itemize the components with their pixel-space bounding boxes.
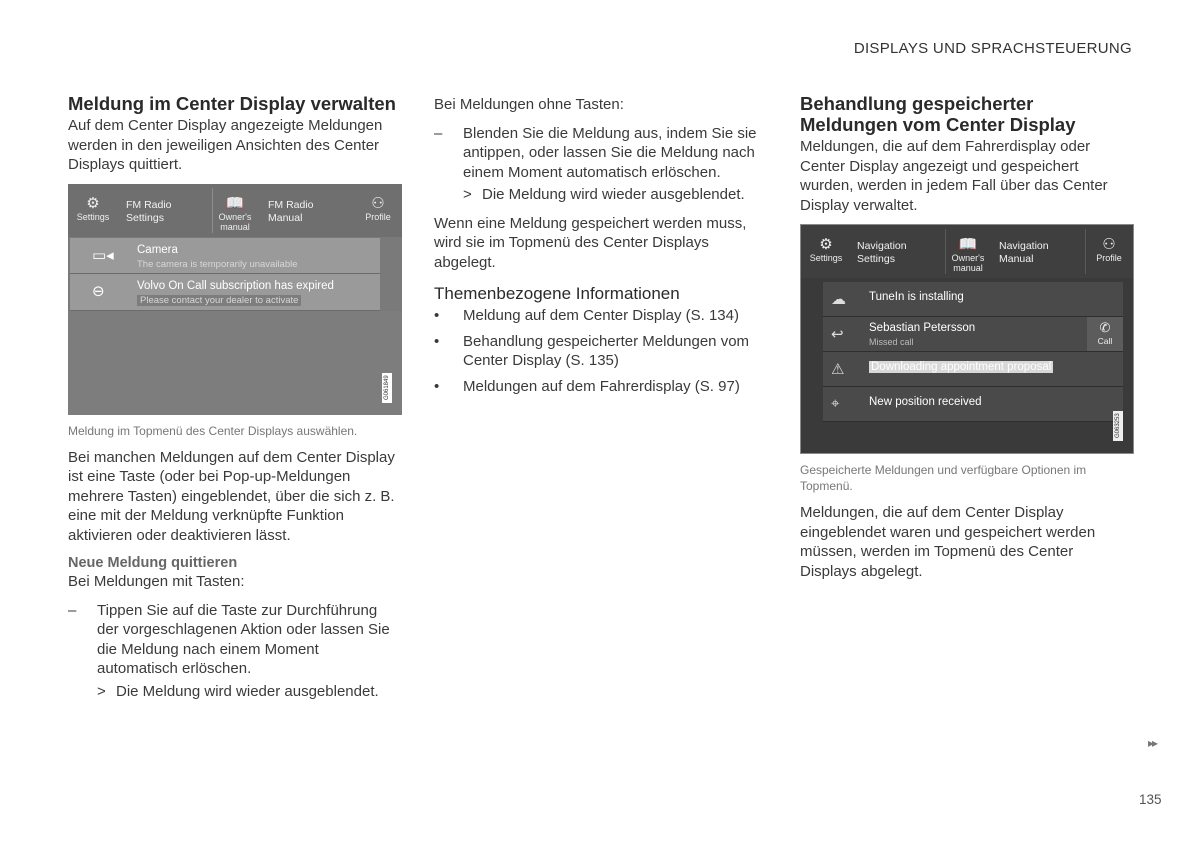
tile-line: Manual [268,211,303,224]
missed-call-icon: ↩ [831,326,844,343]
body-paragraph: Bei manchen Meldungen auf dem Center Display ist eine Taste (oder bei Pop-up-Meldungen mehrere Tasten) eingeblendet, über die sich z. B. eine mit der Meldung verknüpfte Funktion aktivieren oder deaktivieren lässt. [68,448,395,544]
message-subtitle: Missed call [869,337,914,347]
settings-tile [807,237,845,263]
person-icon: ⚇ [1102,236,1116,253]
gear-icon: ⚙ [819,236,833,253]
person-icon: ⚇ [371,194,385,212]
screen-background [68,311,402,415]
tile-line: FM Radio [126,198,172,211]
dash-item [68,601,402,679]
center-display-screenshot [68,184,402,415]
column-right [800,93,1134,590]
related-link-text: Meldungen auf dem Fahrerdisplay (S. 97) [463,377,740,395]
message-title: Downloading appointment proposal [871,361,1052,373]
section-title-stored: Behandlung gespeicherter Meldungen vom Center Display [800,93,1076,135]
with-buttons-text: Bei Meldungen mit Tasten: [68,573,245,590]
figure-caption: Gespeicherte Meldungen und verfügbare Optionen im Topmenü. [800,463,1087,493]
page-number: 135 [1139,792,1162,807]
volvo-icon: ⊖ [92,282,105,300]
related-link[interactable] [434,332,764,371]
related-link-text: Behandlung gespeicherter Meldungen vom Center Display (S. 135) [463,332,750,369]
settings-label: Settings [809,253,843,263]
radio-manual-tile [268,199,314,225]
notification-title: Camera [137,243,178,256]
profile-tile [360,196,396,222]
dash-item [434,124,764,183]
divider [945,229,946,274]
message-missed-call[interactable] [823,317,1123,352]
book-icon: 📖 [958,236,978,253]
stored-messages-screenshot [800,224,1134,454]
column-middle [434,95,764,402]
divider [1085,229,1086,274]
dash-marker: – [434,124,443,142]
camera-icon: ▭◂ [92,246,114,264]
message-title: New position received [869,396,982,408]
image-code: G063253 [1113,411,1123,441]
intro-paragraph: Meldungen, die auf dem Fahrerdisplay oder Center Display angezeigt und gespeichert wurden, werden in jedem Fall über das Center Display verwaltet. [800,138,1108,214]
result-text: Die Meldung wird wieder ausgeblendet. [116,682,379,700]
phone-icon: ✆ [1099,320,1111,335]
book-icon: 📖 [225,194,245,212]
tile-line: FM Radio [268,198,314,211]
tile-line: Manual [999,253,1034,265]
bullet-marker: • [434,377,440,395]
message-appointment[interactable] [823,352,1123,387]
profile-label: Profile [365,211,391,222]
warning-icon: ⚠ [831,361,845,378]
notification-camera [70,238,380,274]
bullet-marker: • [434,307,440,324]
call-button[interactable] [1087,317,1123,351]
manual-label: Owner's manual [218,211,252,232]
result-item [434,185,764,205]
message-title: Sebastian Petersson [869,322,976,334]
dash-text: Blenden Sie die Meldung aus, indem Sie sie antippen, oder lassen Sie die Meldung nach einem Moment automatisch erlöschen. [463,124,757,181]
divider [212,188,213,233]
intro-paragraph: Auf dem Center Display angezeigte Meldungen werden in den jeweiligen Ansichten des Center Displays quittiert. [68,117,383,173]
tile-line: Navigation [999,240,1049,252]
continue-icon: ▸▸ [1148,736,1157,750]
section-title-manage: Meldung im Center Display verwalten [68,93,396,114]
tile-line: Settings [857,253,895,265]
result-marker: > [97,682,106,700]
notification-title: Volvo On Call subscription has expired [137,279,334,292]
related-link-text: Meldung auf dem Center Display (S. 134) [463,307,739,324]
nav-manual-tile [999,240,1049,266]
dash-text: Tippen Sie auf die Taste zur Durchführung der vorgeschlagenen Aktion oder lassen Sie die Meldung nach einem Moment automatisch erlöschen. [97,601,390,677]
subheading-acknowledge: Neue Meldung quittieren [68,555,238,571]
result-marker: > [463,186,472,203]
body-paragraph: Wenn eine Meldung gespeichert werden muss, wird sie im Topmenü des Center Displays abgelegt. [434,214,747,271]
notification-subtitle: Please contact your dealer to activate [137,295,301,306]
image-code: G061849 [382,373,392,403]
top-menu-bar [68,184,402,237]
manual-label: Owner's manual [951,253,985,273]
top-menu-bar [801,225,1133,278]
message-title: TuneIn is installing [869,291,964,303]
related-link[interactable] [434,306,764,326]
radio-settings-tile [126,199,172,225]
figure-caption: Meldung im Topmenü des Center Displays auswählen. [68,423,358,438]
profile-label: Profile [1096,253,1122,263]
notification-subtitle: The camera is temporarily unavailable [137,258,298,270]
column-left [68,93,402,710]
profile-tile [1091,237,1127,263]
tile-line: Settings [126,211,164,224]
message-position[interactable] [823,387,1123,422]
cloud-download-icon: ☁ [831,291,846,308]
location-target-icon: ⌖ [831,395,840,412]
dash-marker: – [68,601,77,619]
notification-voc [70,274,380,311]
related-heading: Themenbezogene Informationen [434,284,680,303]
manual-tile [948,237,988,273]
settings-tile [74,196,112,222]
message-tunein[interactable] [823,282,1123,317]
manual-tile [215,196,255,232]
related-link[interactable] [434,377,764,397]
nav-settings-tile [857,240,907,266]
result-item [68,682,402,702]
page-header: DISPLAYS UND SPRACHSTEUERUNG [853,40,1132,57]
bullet-marker: • [434,332,440,350]
body-paragraph: Meldungen, die auf dem Center Display eingeblendet waren und gespeichert werden müssen, werden im Topmenü des Center Displays abgelegt. [800,504,1096,580]
tile-line: Navigation [857,240,907,252]
gear-icon: ⚙ [86,194,100,212]
call-button-label: Call [1097,336,1113,346]
without-buttons-text: Bei Meldungen ohne Tasten: [434,96,624,113]
settings-label: Settings [76,211,110,222]
result-text: Die Meldung wird wieder ausgeblendet. [482,186,745,203]
